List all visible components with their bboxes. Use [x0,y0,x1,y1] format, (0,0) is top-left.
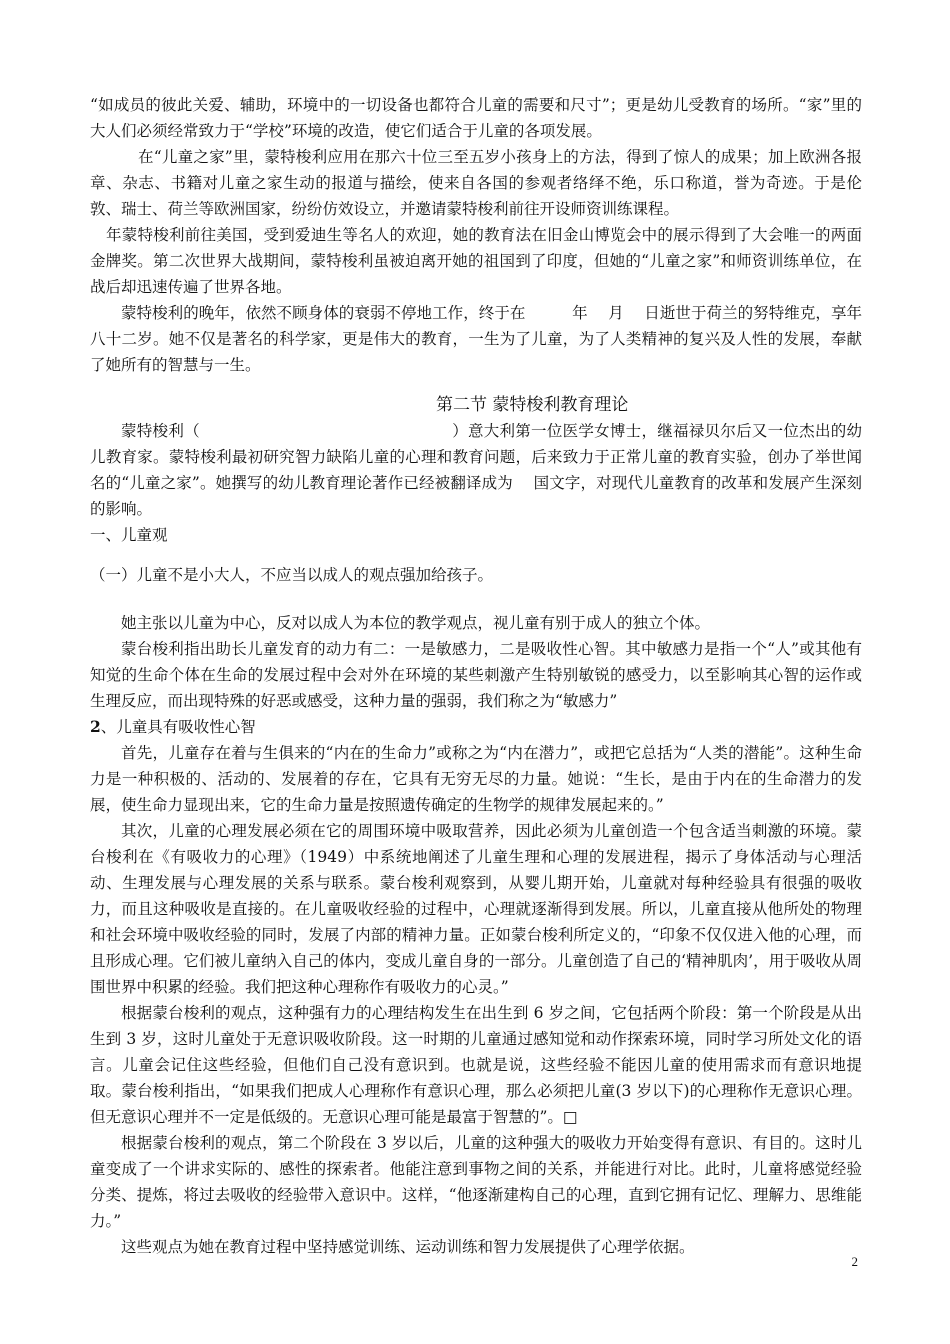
paragraph-9: 其次，儿童的心理发展必须在它的周围环境中吸取营养，因此必须为儿童创造一个包含适当刺激的环境。蒙台梭利在《有吸收力的心理》（1949）中系统地阐述了儿童生理和心理的发展进程，揭示了身体活动与心理活动、生理发展与心理发展的关系与联系。蒙台梭利观察到，从婴儿期开始，儿童就对每种经验具有很强的吸收力，而且这种吸收是直接的。在儿童吸收经验的过程中，心理就逐渐得到发展。所以，儿童直接从他所处的物理和社会环境中吸收经验的同时，发展了内部的精神力量。正如蒙台梭利所定义的，“印象不仅仅进入他的心理，而且形成心理。它们被儿童纳入自己的体内，变成儿童自身的一部分。儿童创造了自己的‘精神肌肉’，用于吸收从周围世界中积累的经验。我们把这种心理称作有吸收力的心灵。” [90,822,862,996]
paragraph-11: 根据蒙台梭利的观点，第二个阶段在 3 岁以后，儿童的这种强大的吸收力开始变得有意识、有目的。这时儿童变成了一个讲求实际的、感性的探索者。他能注意到事物之间的关系，并能进行对比。此时，儿童将感觉经验分类、提炼，将过去吸收的经验带入意识中。这样，“他逐渐建构自己的心理，直到它拥有记忆、理解力、思维能力。” [90,1134,862,1230]
paragraph-2: 在“儿童之家”里，蒙特梭利应用在那六十位三至五岁小孩身上的方法，得到了惊人的成果；加上欧洲各报章、杂志、书籍对儿童之家生动的报道与描绘，使来自各国的参观者络绎不绝，乐口称道，誉为奇迹。于是伦敦、瑞士、荷兰等欧洲国家，纷纷仿效设立，并邀请蒙特梭利前往开设师资训练课程。 [90,148,862,218]
heading-absorbent-mind [90,714,862,740]
heading-number: 2 [90,717,101,736]
paragraph-10: 根据蒙台梭利的观点，这种强有力的心理结构发生在出生到 6 岁之间，它包括两个阶段：第一个阶段是从出生到 3 岁，这时儿童处于无意识吸收阶段。这一时期的儿童通过感知觉和动作探索环境，同时学习所处文化的语言。儿童会记住这些经验，但他们自己没有意识到。也就是说，这些经验不能因儿童的使用需求而有意识地提取。蒙台梭利指出，“如果我们把成人心理称作有意识心理，那么必须把儿童(3 岁以下)的心理称作无意识心理。但无意识心理并不一定是低级的。无意识心理可能是最富于智慧的”。□ [90,1004,862,1126]
paragraph-8: 首先，儿童存在着与生俱来的“内在的生命力”或称之为“内在潜力”，或把它总括为“人类的潜能”。这种生命力是一种积极的、活动的、发展着的存在，它具有无穷无尽的力量。她说：“生长，是由于内在的生命潜力的发展，使生命力显现出来，它的生命力量是按照遗传确定的生物学的规律发展起来的。” [90,744,862,814]
paragraph-7: 蒙台梭利指出助长儿童发育的动力有二：一是敏感力，二是吸收性心智。其中敏感力是指一个“人”或其他有知觉的生命个体在生命的发展过程中会对外在环境的某些刺激产生特别敏锐的感受力，以至影响其心智的运作或生理反应，而出现特殊的好恶或感受，这种力量的强弱，我们称之为“敏感力” [90,640,862,710]
paragraph-4: 蒙特梭利的晚年，依然不顾身体的衰弱不停地工作，终于在 年 月 日逝世于荷兰的努特维克，享年八十二岁。她不仅是著名的科学家，更是伟大的教育，一生为了儿童，为了人类精神的复兴及人性的发展，奉献了她所有的智慧与一生。 [90,304,862,374]
paragraph-6: 她主张以儿童为中心，反对以成人为本位的教学观点，视儿童有别于成人的独立个体。 [121,614,711,632]
paragraph-12: 这些观点为她在教育过程中坚持感觉训练、运动训练和智力发展提供了心理学依据。 [121,1238,695,1256]
section-title: 第二节 蒙特梭利教育理论 [436,395,629,415]
paragraph-1: “如成员的彼此关爱、辅助，环境中的一切设备也都符合儿童的需要和尺寸”；更是幼儿受教育的场所。“家”里的大人们必须经常致力于“学校”环境的改造，使它们适合于儿童的各项发展。 [90,96,862,140]
paragraph-3: 年蒙特梭利前往美国，受到爱迪生等名人的欢迎，她的教育法在旧金山博览会中的展示得到了大会唯一的两面金牌奖。第二次世界大战期间，蒙特梭利虽被迫离开她的祖国到了印度，但她的“儿童之家”和师资训练单位，在战后却迅速传遍了世界各地。 [90,226,862,296]
paragraph-5: 蒙特梭利（ ）意大利第一位医学女博士，继福禄贝尔后又一位杰出的幼儿教育家。蒙特梭利最初研究智力缺陷儿童的心理和教育问题，后来致力于正常儿童的教育实验，创办了举世闻名的“儿童之家”。她撰写的幼儿教育理论著作已经被翻译成为 国文字，对现代儿童教育的改革和发展产生深刻的影响。 [90,422,862,518]
heading-children-view: 一、儿童观 [90,526,168,544]
heading-text: 、儿童具有吸收性心智 [100,718,256,736]
subheading-not-small-adults: （一）儿童不是小大人，不应当以成人的观点强加给孩子。 [90,566,494,584]
page-number: 2 [851,1254,858,1269]
document-page [90,92,862,1260]
